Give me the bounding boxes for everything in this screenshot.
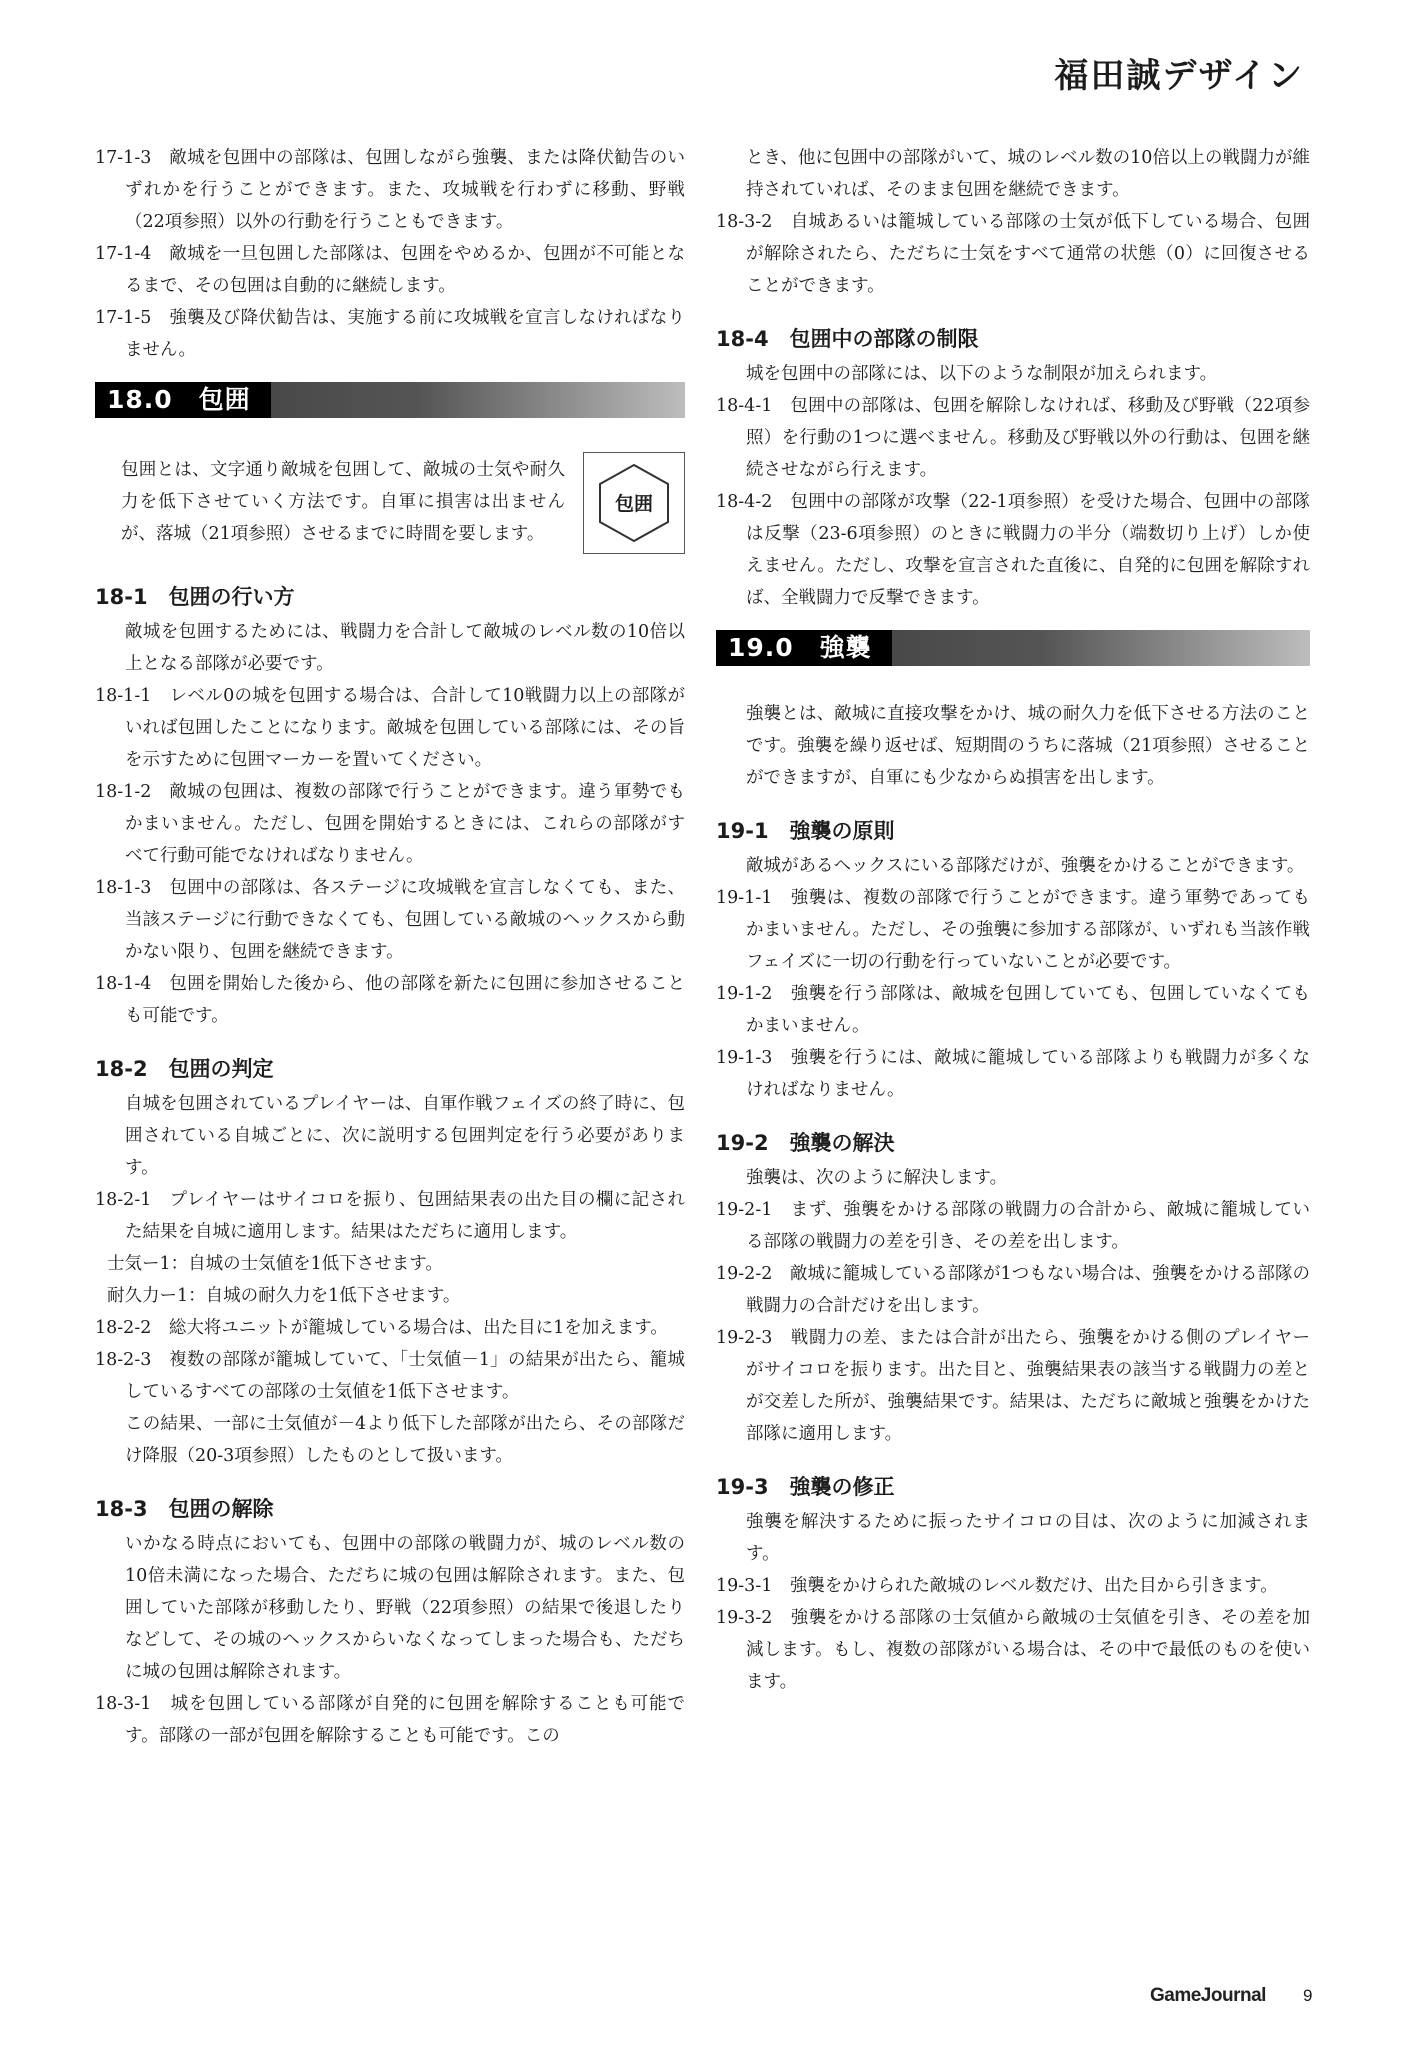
rule-18-4-2: 18-4-2 包囲中の部隊が攻撃（22-1項参照）を受けた場合、包囲中の部隊は反撃（23-6項参照）のときに戦闘力の半分（端数切り上げ）しか使えません。ただし、攻撃を宣言された直後に、自発的に包囲を解除すれば、全戦闘力で反撃できます。 [716,492,1310,608]
rule-18-3-2: 18-3-2 自城あるいは籠城している部隊の士気が低下している場合、包囲が解除されたら、ただちに士気をすべて通常の状態（0）に回復させることができます。 [716,212,1310,296]
para-19-3: 強襲を解決するために振ったサイコロの目は、次のように加減されます。 [746,1512,1310,1564]
rule-18-3-1-cont: とき、他に包囲中の部隊がいて、城のレベル数の10倍以上の戦闘力が維持されていれば、そのまま包囲を継続できます。 [746,148,1310,200]
heading-18-1: 18-1 包囲の行い方 [95,585,295,609]
intro-18-block [95,436,685,560]
heading-19-3: 19-3 強襲の修正 [716,1475,895,1499]
rule-18-4-1: 18-4-1 包囲中の部隊は、包囲を解除しなければ、移動及び野戦（22項参照）を行動の1つに選べません。移動及び野戦以外の行動は、包囲を継続させながら行えます。 [716,396,1310,480]
magazine-logo: GameJournal [1150,1985,1266,2006]
para-19-2: 強襲は、次のように解決します。 [746,1168,1008,1188]
para-18-3: いかなる時点においても、包囲中の部隊の戦闘力が、城のレベル数の10倍未満になった場合、ただちに城の包囲は解除されます。また、包囲していた部隊が移動したり、野戦（22項参照）の結果で後退したりなどして、その城のヘックスからいなくなってしまった場合も、ただちに城の包囲は解除されます。 [125,1534,685,1682]
rule-18-2-3-cont: この結果、一部に士気値が－4より低下した部隊が出たら、その部隊だけ降服（20-3項参照）したものとして扱います。 [125,1414,685,1466]
para-18-1: 敵城を包囲するためには、戦闘力を合計して敵城のレベル数の10倍以上となる部隊が必要です。 [125,622,685,674]
rule-19-1-3: 19-1-3 強襲を行うには、敵城に籠城している部隊よりも戦闘力が多くなければなりません。 [716,1048,1310,1100]
rule-18-2-3: 18-2-3 複数の部隊が籠城していて、「士気値－1」の結果が出たら、籠城しているすべての部隊の士気値を1低下させます。 [95,1350,685,1402]
heading-18-4: 18-4 包囲中の部隊の制限 [716,327,979,351]
page-title: 福田誠デザイン [1054,56,1304,96]
siege-icon-label: 包囲 [614,493,653,515]
rule-18-1-4: 18-1-4 包囲を開始した後から、他の部隊を新たに包囲に参加させることも可能です。 [95,974,685,1026]
para-19-1: 敵城があるヘックスにいる部隊だけが、強襲をかけることができます。 [746,856,1305,876]
rule-18-1-2: 18-1-2 敵城の包囲は、複数の部隊で行うことができます。違う軍勢でもかまいません。ただし、包囲を開始するときには、これらの部隊がすべて行動可能でなければなりません。 [95,782,685,866]
rule-18-1-1: 18-1-1 レベル0の城を包囲する場合は、合計して10戦闘力以上の部隊がいれば包囲したことになります。敵城を包囲している部隊には、その旨を示すために包囲マーカーを置いてください。 [95,686,685,770]
rule-19-2-2: 19-2-2 敵城に籠城している部隊が1つもない場合は、強襲をかける部隊の戦闘力の合計だけを出します。 [716,1264,1310,1316]
section-header-18 [95,382,685,418]
rule-18-2-1: 18-2-1 プレイヤーはサイコロを振り、包囲結果表の出た目の欄に記された結果を自城に適用します。結果はただちに適用します。 [95,1190,685,1242]
rule-19-1-2: 19-1-2 強襲を行う部隊は、敵城を包囲していても、包囲していなくてもかまいません。 [716,984,1310,1036]
section-title-18: 18.0 包囲 [95,382,271,418]
right-column [716,142,1310,1698]
page-number: 9 [1303,1986,1313,2005]
rule-18-3-1: 18-3-1 城を包囲している部隊が自発的に包囲を解除することも可能です。部隊の一部が包囲を解除することも可能です。この [95,1694,685,1746]
rule-19-2-3: 19-2-3 戦闘力の差、または合計が出たら、強襲をかける側のプレイヤーがサイコロを振ります。出た目と、強襲結果表の該当する戦闘力の差とが交差した所が、強襲結果です。結果は、ただちに敵城と強襲をかけた部隊に適用します。 [716,1328,1310,1444]
section-header-19 [716,630,1310,666]
intro-19: 強襲とは、敵城に直接攻撃をかけ、城の耐久力を低下させる方法のことです。強襲を繰り返せば、短期間のうちに落城（21項参照）させることができますが、自軍にも少なからぬ損害を出します。 [746,704,1310,788]
rule-17-1-5: 17-1-5 強襲及び降伏勧告は、実施する前に攻城戦を宣言しなければなりません。 [95,308,685,360]
rule-19-3-2: 19-3-2 強襲をかける部隊の士気値から敵城の士気値を引き、その差を加減します。もし、複数の部隊がいる場合は、その中で最低のものを使います。 [716,1608,1310,1692]
left-column [95,142,685,1752]
para-18-2: 自城を包囲されているプレイヤーは、自軍作戦フェイズの終了時に、包囲されている自城ごとに、次に説明する包囲判定を行う必要があります。 [125,1094,685,1178]
para-18-4: 城を包囲中の部隊には、以下のような制限が加えられます。 [746,364,1218,384]
result-durability: 耐久力ー1：自城の耐久力を1低下させます。 [107,1286,461,1306]
siege-hex-icon [583,452,685,554]
heading-18-2: 18-2 包囲の判定 [95,1057,274,1081]
rule-18-1-3: 18-1-3 包囲中の部隊は、各ステージに攻城戦を宣言しなくても、また、当該ステージに行動できなくても、包囲している敵城のヘックスから動かない限り、包囲を継続できます。 [95,878,685,962]
section-title-19: 19.0 強襲 [716,630,892,666]
rule-17-1-3: 17-1-3 敵城を包囲中の部隊は、包囲しながら強襲、または降伏勧告のいずれかを行うことができます。また、攻城戦を行わずに移動、野戦（22項参照）以外の行動を行うこともできます。 [95,148,685,232]
heading-19-2: 19-2 強襲の解決 [716,1131,895,1155]
rule-18-2-2: 18-2-2 総大将ユニットが籠城している場合は、出た目に1を加えます。 [95,1318,668,1338]
rule-19-2-1: 19-2-1 まず、強襲をかける部隊の戦闘力の合計から、敵城に籠城している部隊の戦闘力の差を引き、その差を出します。 [716,1200,1310,1252]
heading-19-1: 19-1 強襲の原則 [716,819,895,843]
rule-17-1-4: 17-1-4 敵城を一旦包囲した部隊は、包囲をやめるか、包囲が不可能となるまで、その包囲は自動的に継続します。 [95,244,685,296]
rule-19-1-1: 19-1-1 強襲は、複数の部隊で行うことができます。違う軍勢であってもかまいません。ただし、その強襲に参加する部隊が、いずれも当該作戦フェイズに一切の行動を行っていないことが必要です。 [716,888,1310,972]
rule-19-3-1: 19-3-1 強襲をかけられた敵城のレベル数だけ、出た目から引きます。 [716,1576,1278,1596]
result-morale: 士気ー1：自城の士気値を1低下させます。 [107,1254,443,1274]
heading-18-3: 18-3 包囲の解除 [95,1497,274,1521]
intro-18: 包囲とは、文字通り敵城を包囲して、敵城の士気や耐久力を低下させていく方法です。自軍に損害は出ませんが、落城（21項参照）させるまでに時間を要します。 [121,460,565,544]
